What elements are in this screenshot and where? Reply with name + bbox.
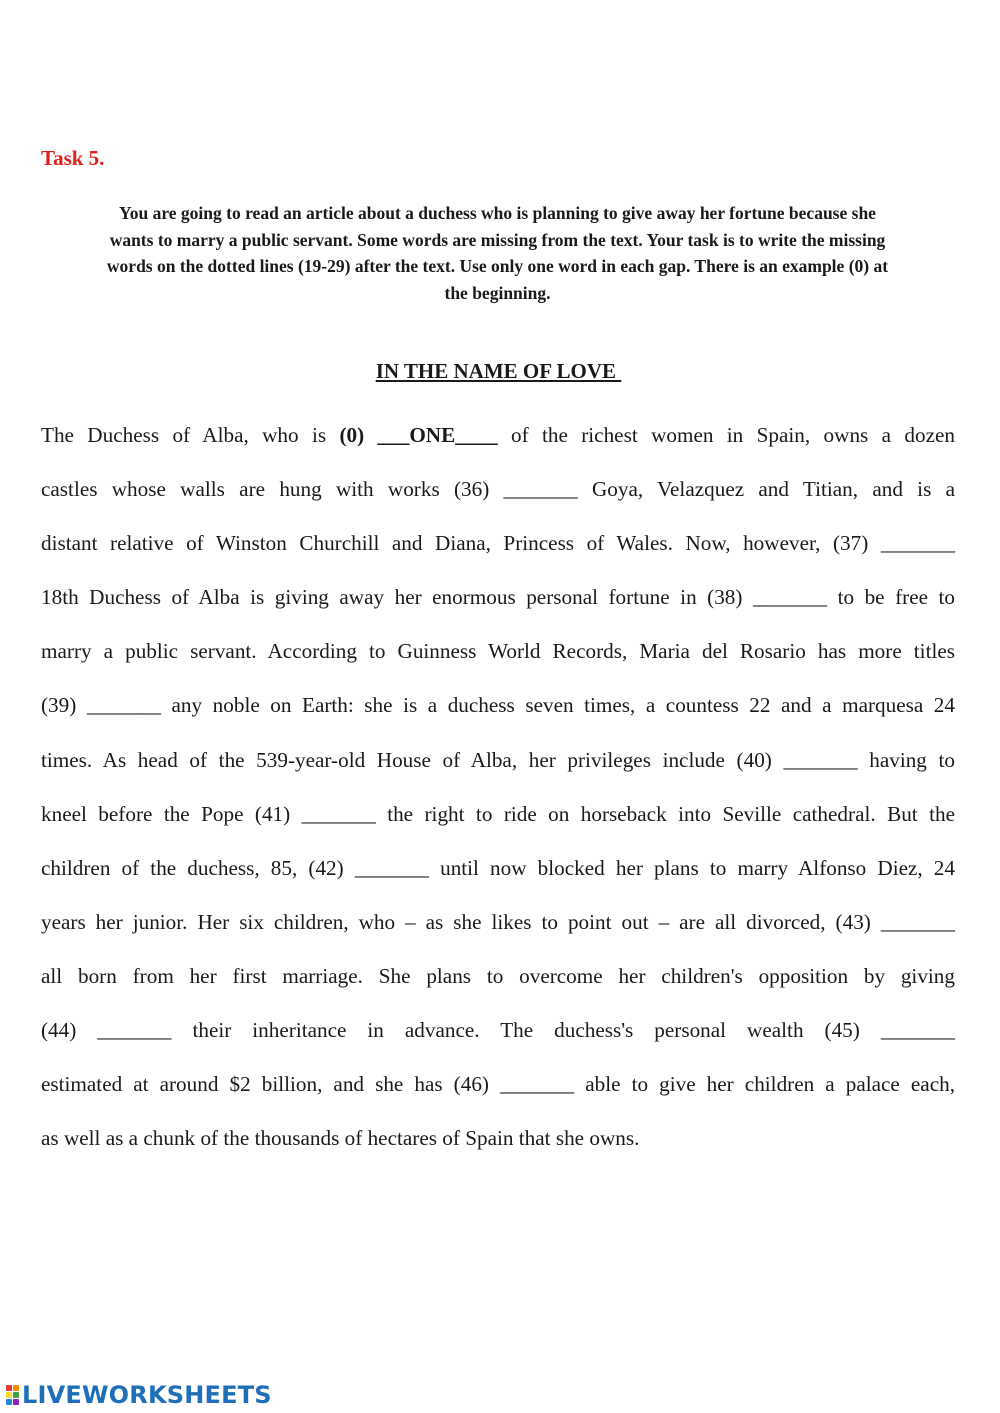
instructions-line: words on the dotted lines (19-29) after the text. Use only one word in each gap. There is an example (0) at (106, 256, 889, 277)
logo-square (13, 1392, 19, 1398)
logo-mark-icon (6, 1385, 19, 1405)
logo-square (6, 1392, 12, 1398)
article-line: 18th Duchess of Alba is giving away her enormous personal fortune in (38) _______ to be free to (41, 585, 955, 610)
article-line: years her junior. Her six children, who – as she likes to point out – are all divorced, (43) _______ (41, 909, 955, 934)
article-line: all born from her first marriage. She plans to overcome her children's opposition by giving (41, 963, 955, 988)
instructions-line: wants to marry a public servant. Some words are missing from the text. Your task is to write the missing (109, 229, 886, 250)
article-line: estimated at around $2 billion, and she has (46) _______ able to give her children a palace each, (41, 1072, 955, 1097)
example-text-before: The Duchess of Alba, who is (41, 423, 340, 447)
article-line-example (41, 408, 955, 462)
liveworksheets-logo[interactable] (6, 1380, 272, 1410)
article-line: times. As head of the 539-year-old House of Alba, her privileges include (40) _______ having to (41, 747, 955, 772)
logo-square (6, 1385, 12, 1391)
article-line: castles whose walls are hung with works (36) _______ Goya, Velazquez and Titian, and is a (41, 477, 955, 502)
article-line: children of the duchess, 85, (42) _______ until now blocked her plans to marry Alfonso Diez, 24 (41, 855, 955, 880)
article-line: (44) _______ their inheritance in advance. The duchess's personal wealth (45) _______ (41, 1018, 955, 1043)
logo-text: LIVEWORKSHEETS (22, 1381, 272, 1409)
logo-square (13, 1399, 19, 1405)
task-instructions (40, 200, 955, 307)
instructions-line: You are going to read an article about a duchess who is planning to give away her fortune because she (119, 203, 876, 223)
article-body (41, 408, 955, 1165)
example-answer: ___ONE____ (364, 423, 498, 447)
example-text-after: of the richest women in Spain, owns a dozen (497, 423, 955, 447)
article-line: (39) _______ any noble on Earth: she is a duchess seven times, a countess 22 and a marquesa 24 (41, 693, 955, 718)
example-number: (0) (339, 423, 365, 447)
task-title: Task 5. (41, 146, 105, 170)
logo-square (13, 1385, 19, 1391)
article-line-last: as well as a chunk of the thousands of hectares of Spain that she owns. (41, 1126, 640, 1151)
article-line: marry a public servant. According to Guinness World Records, Maria del Rosario has more titles (41, 639, 955, 664)
article-line: kneel before the Pope (41) _______ the right to ride on horseback into Seville cathedral. But the (41, 801, 955, 826)
article-title: IN THE NAME OF LOVE (375, 359, 622, 383)
instructions-line: the beginning. (444, 283, 551, 304)
article-line: distant relative of Winston Churchill and Diana, Princess of Wales. Now, however, (37) _______ (41, 531, 955, 556)
logo-square (6, 1399, 12, 1405)
